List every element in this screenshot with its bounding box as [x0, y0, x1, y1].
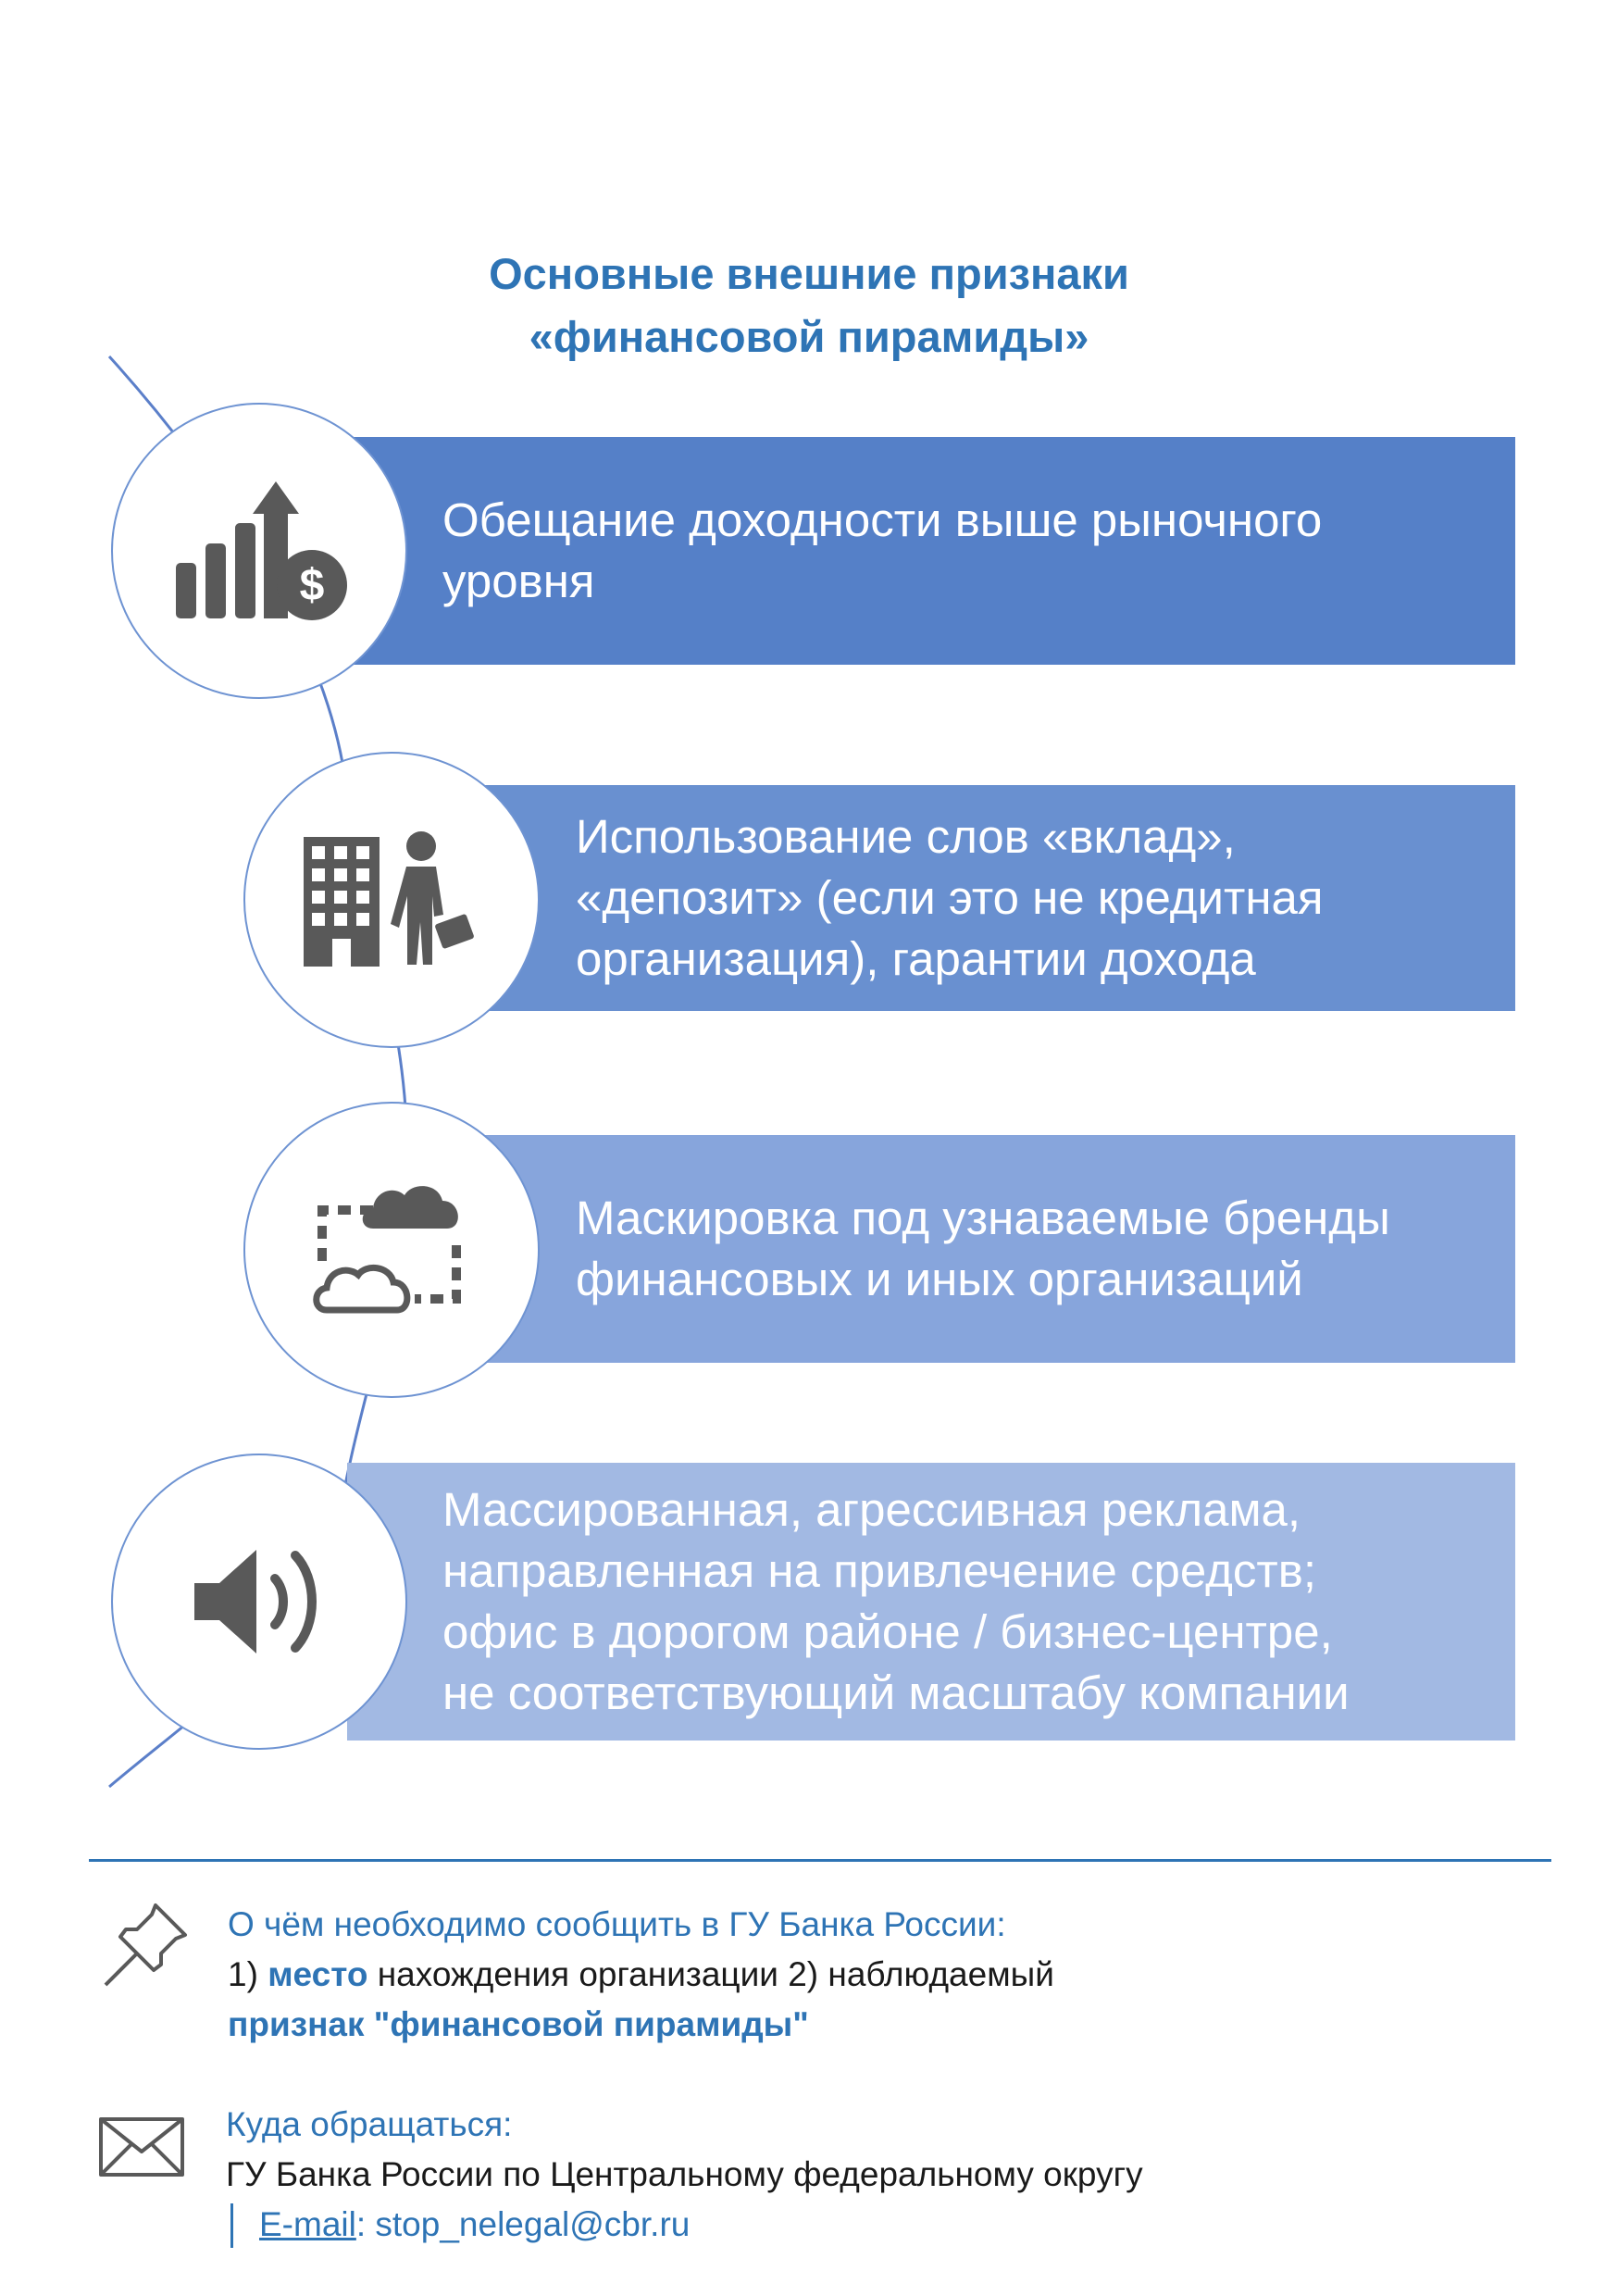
sign-circle-4: [111, 1454, 407, 1750]
speaker-icon: [190, 1537, 329, 1666]
pushpin-icon: [100, 1898, 193, 1990]
report-prefix: 1): [228, 1955, 268, 1993]
sign-circle-1: [111, 403, 407, 699]
email-label-link[interactable]: E-mail: [259, 2205, 356, 2243]
sign-text-3: Маскировка под узнаваемые бренды финансовых и иных организаций: [576, 1192, 1390, 1305]
contact-organization: ГУ Банка России по Центральному федеральному округу: [226, 2155, 1143, 2193]
chart-up-dollar-icon: [171, 477, 347, 625]
sign-text-2: Использование слов «вклад», «депозит» (если это не кредитная организация), гарантии дохода: [576, 810, 1324, 985]
sign-circle-2: [243, 752, 540, 1048]
email-marker: [230, 2203, 233, 2248]
page-title: [0, 243, 1618, 368]
email-address[interactable]: stop_nelegal@cbr.ru: [375, 2205, 691, 2243]
section-divider: [89, 1859, 1551, 1862]
title-line-2: «финансовой пирамиды»: [529, 312, 1089, 361]
title-line-1: Основные внешние признаки: [489, 249, 1129, 298]
sign-band-2: [479, 785, 1515, 1011]
cloud-swap-icon: [308, 1180, 475, 1319]
sign-band-4: [347, 1463, 1515, 1741]
sign-band-1: [347, 437, 1515, 665]
contact-block: [226, 2100, 1522, 2250]
report-line-1: [228, 1950, 1431, 2000]
report-heading: О чём необходимо сообщить в ГУ Банка России:: [228, 1905, 1006, 1943]
report-block: [228, 1900, 1431, 2050]
sign-text-1: Обещание доходности выше рыночного уровня: [442, 493, 1323, 607]
svg-text:$: $: [299, 561, 325, 610]
sign-text-4: Массированная, агрессивная реклама, направленная на привлечение средств; офис в дорогом районе / бизнес-центре, не соответствующий масштабу компании: [442, 1483, 1350, 1719]
email-separator: :: [355, 2205, 376, 2243]
building-person-briefcase-icon: [299, 826, 484, 974]
sign-circle-3: [243, 1102, 540, 1398]
contact-email-line: [226, 2200, 1522, 2250]
envelope-icon: [98, 2116, 185, 2177]
report-line-2: признак "финансовой пирамиды": [228, 2005, 809, 2043]
contact-heading: Куда обращаться:: [226, 2105, 513, 2143]
sign-band-3: [479, 1135, 1515, 1363]
report-middle: нахождения организации 2) наблюдаемый: [367, 1955, 1054, 1993]
report-bold-place: место: [268, 1955, 368, 1993]
